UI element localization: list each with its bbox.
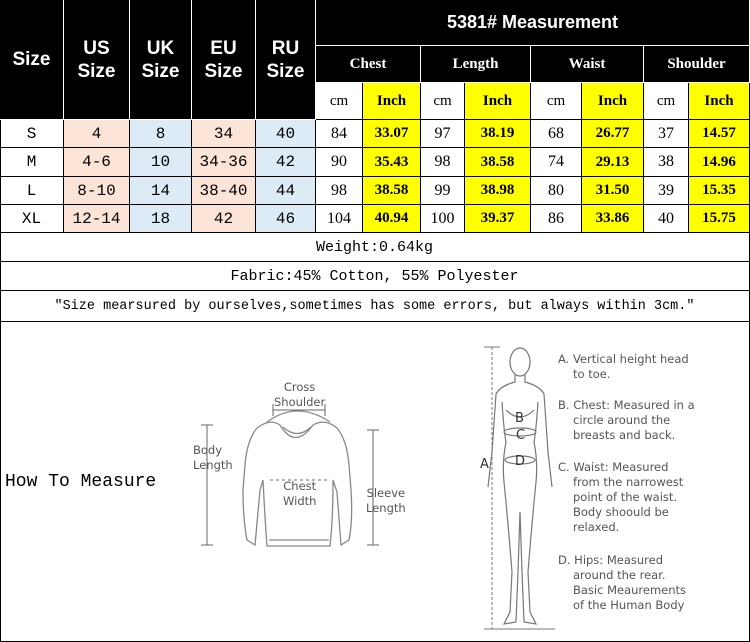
shoulder-inch-cell: 15.35	[689, 177, 750, 205]
chest-group-header: Chest	[316, 46, 421, 83]
waist-inch-cell: 31.50	[582, 177, 644, 205]
shoulder-cm-header: cm	[644, 83, 689, 120]
body-length-label: Body Length	[193, 443, 233, 472]
size-cell: XL	[0, 205, 64, 233]
ru-size-header: RU Size	[256, 0, 316, 120]
chest-cm-cell: 90	[316, 148, 363, 177]
chest-cm-cell: 98	[316, 177, 363, 205]
size-header: Size	[0, 0, 64, 120]
waist-inch-cell: 33.86	[582, 205, 644, 233]
size-cell: S	[0, 120, 64, 148]
waist-inch-cell: 29.13	[582, 148, 644, 177]
length-inch-cell: 39.37	[465, 205, 531, 233]
eu-size-cell: 34	[192, 120, 256, 148]
eu-size-cell: 34-36	[192, 148, 256, 177]
chest-inch-cell: 33.07	[363, 120, 421, 148]
chest-inch-header: Inch	[363, 83, 421, 120]
label-c: C	[516, 428, 526, 443]
shoulder-inch-cell: 14.96	[689, 148, 750, 177]
length-cm-cell: 97	[421, 120, 465, 148]
length-cm-cell: 100	[421, 205, 465, 233]
label-b: B	[515, 411, 524, 426]
instruction-b: B. Chest: Measured in a circle around the breasts and back.	[558, 398, 695, 442]
sleeve-length-label: Sleeve Length	[366, 486, 406, 515]
length-inch-cell: 38.19	[465, 120, 531, 148]
uk-size-cell: 8	[130, 120, 192, 148]
shoulder-cm-cell: 38	[644, 148, 689, 177]
waist-cm-cell: 80	[531, 177, 582, 205]
length-cm-header: cm	[421, 83, 465, 120]
waist-cm-cell: 74	[531, 148, 582, 177]
weight-row: Weight:0.64kg	[0, 233, 750, 262]
chest-cm-cell: 104	[316, 205, 363, 233]
label-a: A	[480, 457, 489, 472]
waist-cm-cell: 68	[531, 120, 582, 148]
uk-size-cell: 10	[130, 148, 192, 177]
ru-size-cell: 40	[256, 120, 316, 148]
instruction-a: A. Vertical height head to toe.	[558, 352, 689, 381]
uk-size-cell: 14	[130, 177, 192, 205]
length-inch-cell: 38.98	[465, 177, 531, 205]
eu-size-cell: 38-40	[192, 177, 256, 205]
shoulder-inch-cell: 14.57	[689, 120, 750, 148]
shoulder-inch-header: Inch	[689, 83, 750, 120]
length-inch-cell: 38.58	[465, 148, 531, 177]
us-size-cell: 12-14	[64, 205, 130, 233]
measurement-title: 5381# Measurement	[316, 0, 750, 46]
eu-size-cell: 42	[192, 205, 256, 233]
instruction-c: C. Waist: Measured from the narrowest point of the waist. Body shoould be relaxed.	[558, 460, 684, 534]
us-size-header: US Size	[64, 0, 130, 120]
size-cell: M	[0, 148, 64, 177]
chest-inch-cell: 38.58	[363, 177, 421, 205]
chest-inch-cell: 40.94	[363, 205, 421, 233]
fabric-row: Fabric:45% Cotton, 55% Polyester	[0, 262, 750, 291]
ru-size-cell: 44	[256, 177, 316, 205]
shoulder-cm-cell: 39	[644, 177, 689, 205]
waist-inch-cell: 26.77	[582, 120, 644, 148]
chest-inch-cell: 35.43	[363, 148, 421, 177]
ru-size-cell: 46	[256, 205, 316, 233]
length-cm-cell: 99	[421, 177, 465, 205]
instruction-d: D. Hips: Measured around the rear. Basic Meaurements of the Human Body	[558, 553, 687, 612]
us-size-cell: 4	[64, 120, 130, 148]
chest-width-label: Chest Width	[283, 479, 317, 508]
how-to-measure-label: How To Measure	[5, 472, 157, 492]
chest-cm-header: cm	[316, 83, 363, 120]
waist-inch-header: Inch	[582, 83, 644, 120]
waist-cm-header: cm	[531, 83, 582, 120]
us-size-cell: 4-6	[64, 148, 130, 177]
length-group-header: Length	[421, 46, 531, 83]
shoulder-group-header: Shoulder	[644, 46, 750, 83]
label-d: D	[515, 454, 526, 469]
ru-size-cell: 42	[256, 148, 316, 177]
uk-size-cell: 18	[130, 205, 192, 233]
waist-cm-cell: 86	[531, 205, 582, 233]
shoulder-inch-cell: 15.75	[689, 205, 750, 233]
cross-shoulder-label: Cross Shoulder	[274, 380, 326, 409]
body-figure-diagram	[480, 342, 560, 634]
waist-group-header: Waist	[531, 46, 644, 83]
shoulder-cm-cell: 37	[644, 120, 689, 148]
us-size-cell: 8-10	[64, 177, 130, 205]
length-inch-header: Inch	[465, 83, 531, 120]
note-row: "Size mearsured by ourselves,sometimes has some errors, but always within 3cm."	[0, 291, 750, 322]
shoulder-cm-cell: 40	[644, 205, 689, 233]
length-cm-cell: 98	[421, 148, 465, 177]
chest-cm-cell: 84	[316, 120, 363, 148]
size-cell: L	[0, 177, 64, 205]
uk-size-header: UK Size	[130, 0, 192, 120]
eu-size-header: EU Size	[192, 0, 256, 120]
